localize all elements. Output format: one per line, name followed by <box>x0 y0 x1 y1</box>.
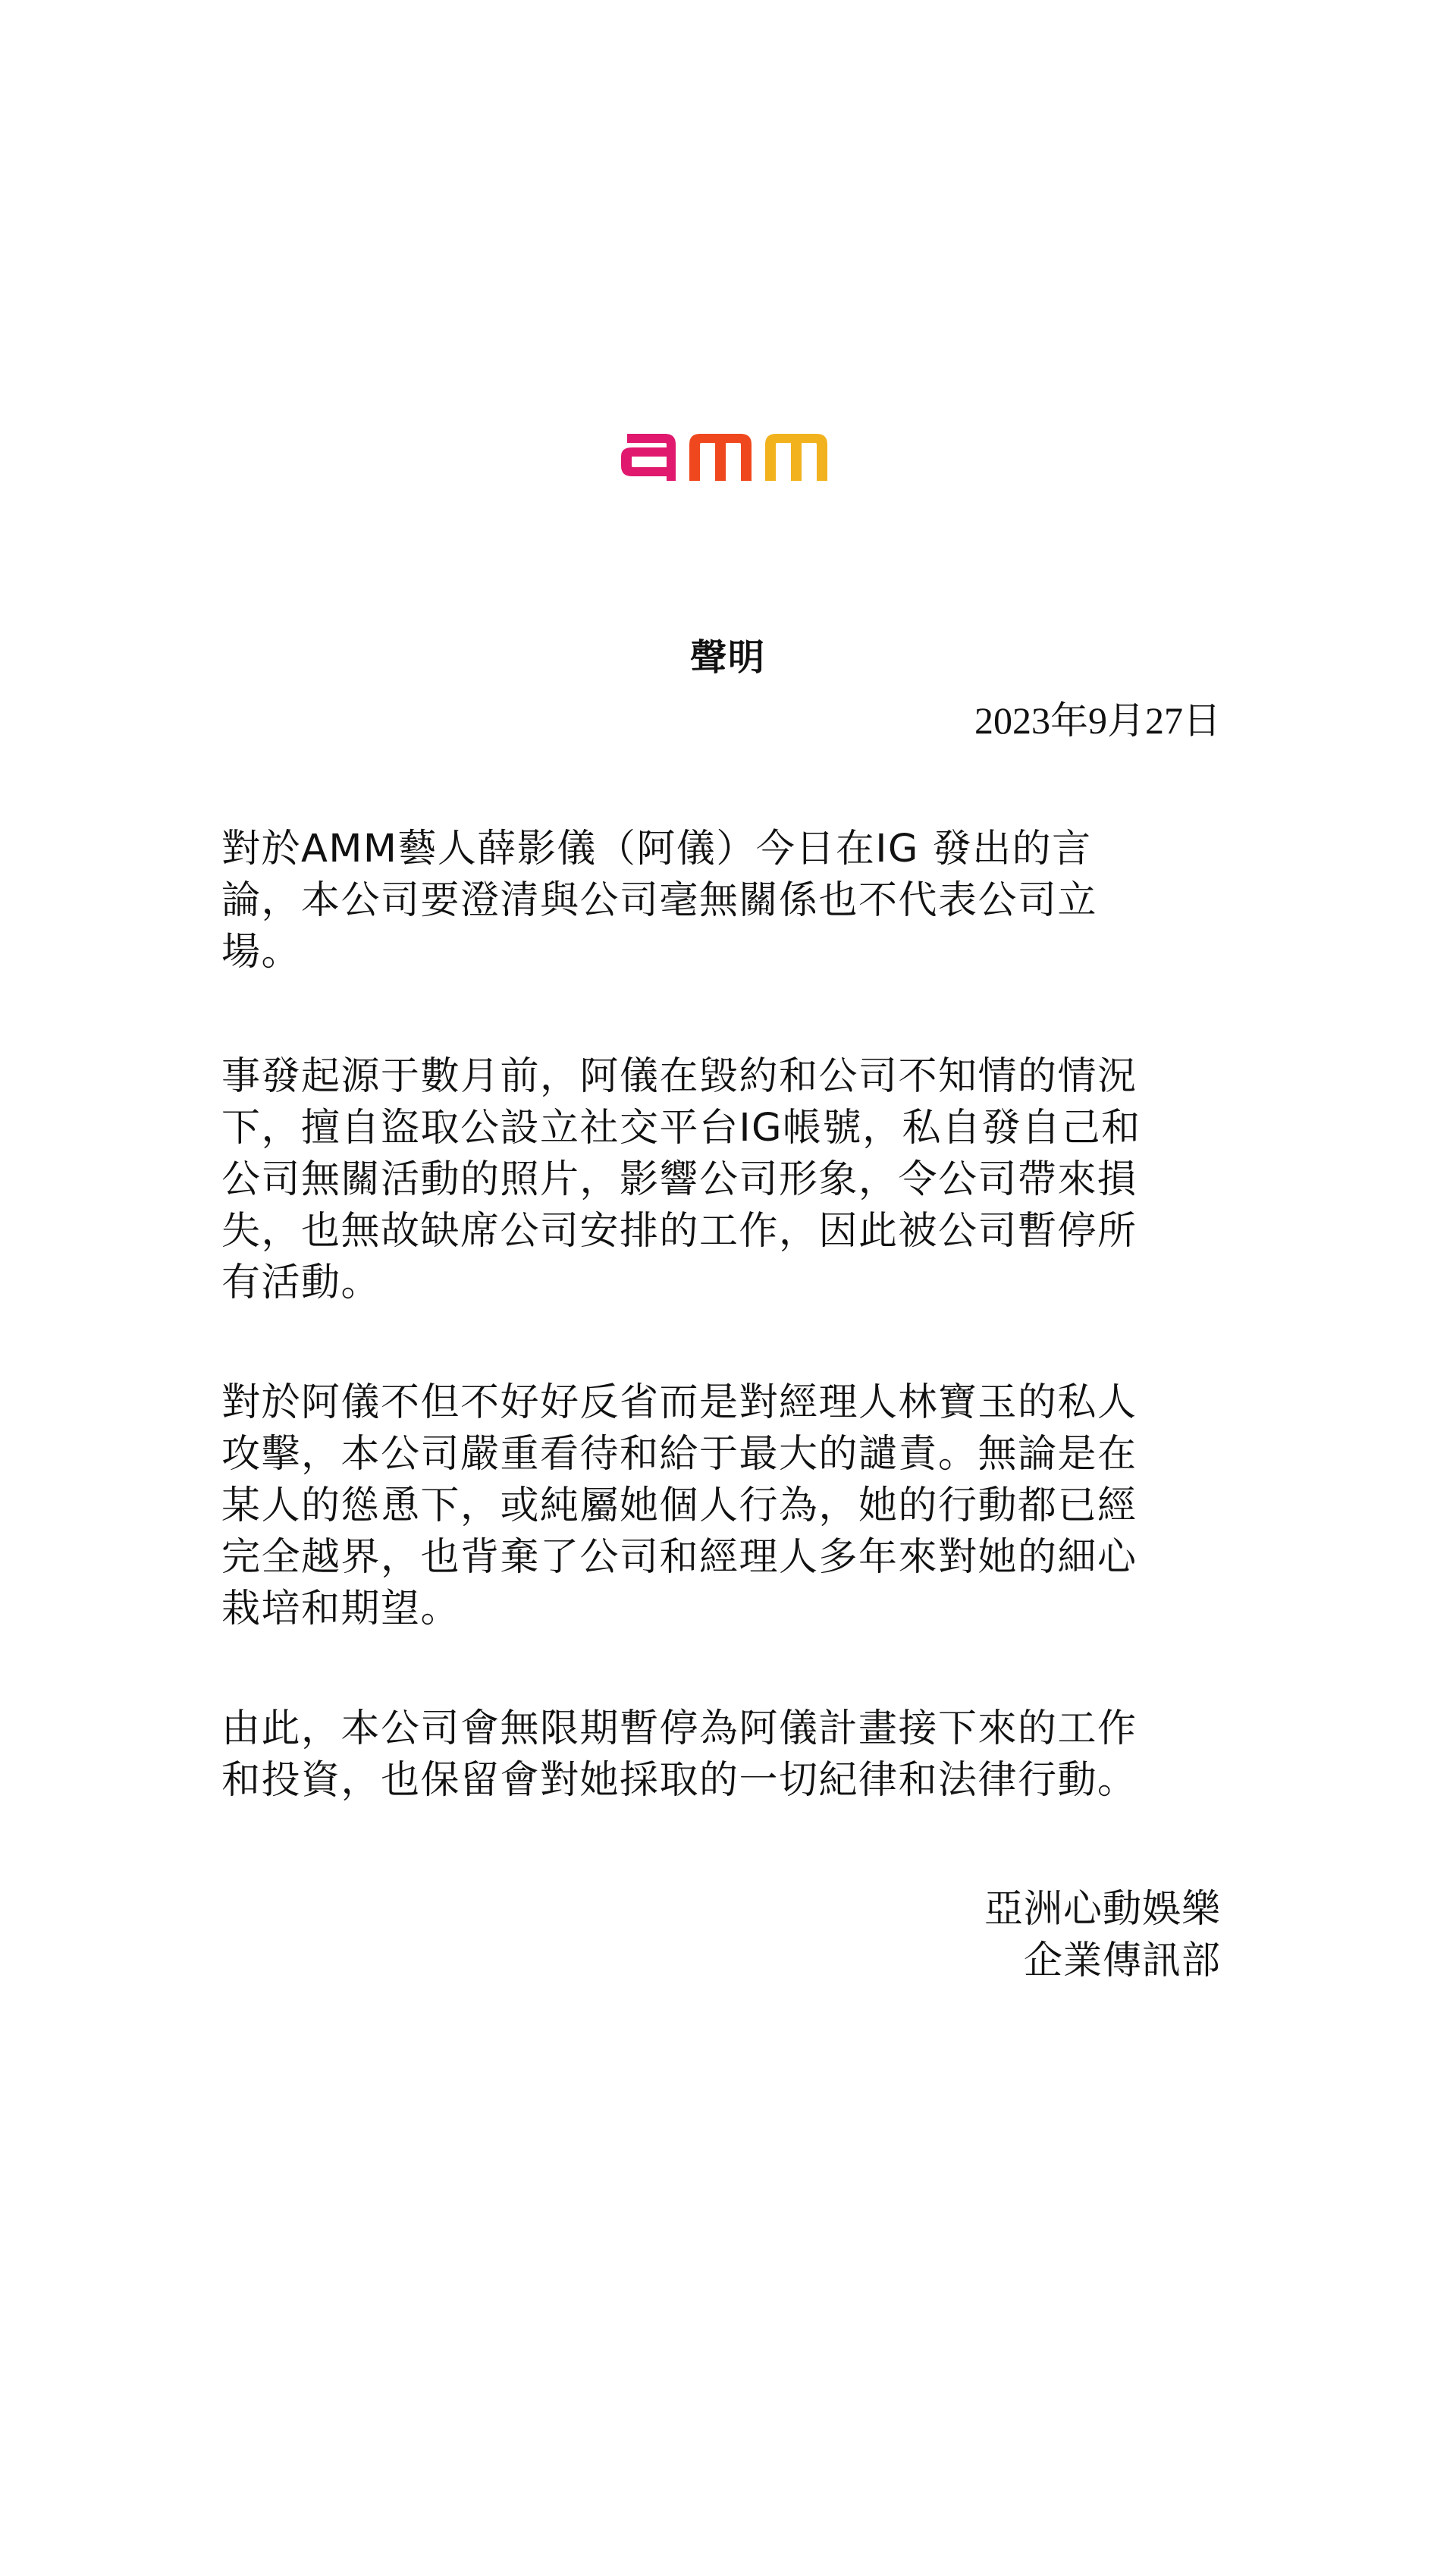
paragraph-condemnation <box>221 1377 1238 1635</box>
paragraph-line: 由此，本公司會無限期暫停為阿儀計畫接下來的工作 <box>221 1706 1138 1751</box>
paragraph-line: 有活動。 <box>221 1260 381 1305</box>
statement-title: 聲明 <box>689 636 766 679</box>
paragraph-clarification <box>221 824 1238 978</box>
paragraph-line: 論，本公司要澄清與公司毫無關係也不代表公司立 <box>221 878 1098 923</box>
signature-department: 企業傳訊部 <box>1023 1939 1221 1983</box>
statement-date: 2023年9月27日 <box>974 699 1221 742</box>
paragraph-line: 栽培和期望。 <box>221 1587 461 1631</box>
paragraph-line: 對於AMM藝人薛影儀（阿儀）今日在IG 發出的言 <box>221 827 1092 871</box>
amm-logo <box>617 425 830 485</box>
signature-company: 亞洲心動娛樂 <box>984 1887 1221 1932</box>
paragraph-line: 事發起源于數月前，阿儀在毀約和公司不知情的情況 <box>221 1054 1138 1099</box>
paragraph-line: 和投資，也保留會對她採取的一切紀律和法律行動。 <box>221 1758 1138 1803</box>
amm-logo-icon <box>617 425 830 485</box>
paragraph-line: 下，擅自盜取公設立社交平台IG帳號，私自發自己和 <box>221 1106 1141 1151</box>
paragraph-line: 公司無關活動的照片，影響公司形象，令公司帶來損 <box>221 1157 1138 1202</box>
paragraph-background <box>221 1051 1238 1309</box>
paragraph-line: 某人的慫恿下，或純屬她個人行為，她的行動都已經 <box>221 1483 1138 1528</box>
paragraph-line: 完全越界，也背棄了公司和經理人多年來對她的細心 <box>221 1535 1138 1580</box>
signature-block <box>984 1884 1221 1987</box>
paragraph-line: 攻擊，本公司嚴重看待和給于最大的譴責。無論是在 <box>221 1432 1138 1477</box>
paragraph-line: 場。 <box>221 930 302 975</box>
paragraph-line: 對於阿儀不但不好好反省而是對經理人林寶玉的私人 <box>221 1380 1138 1425</box>
paragraph-line: 失，也無故缺席公司安排的工作，因此被公司暫停所 <box>221 1209 1138 1254</box>
paragraph-consequences <box>221 1703 1238 1807</box>
